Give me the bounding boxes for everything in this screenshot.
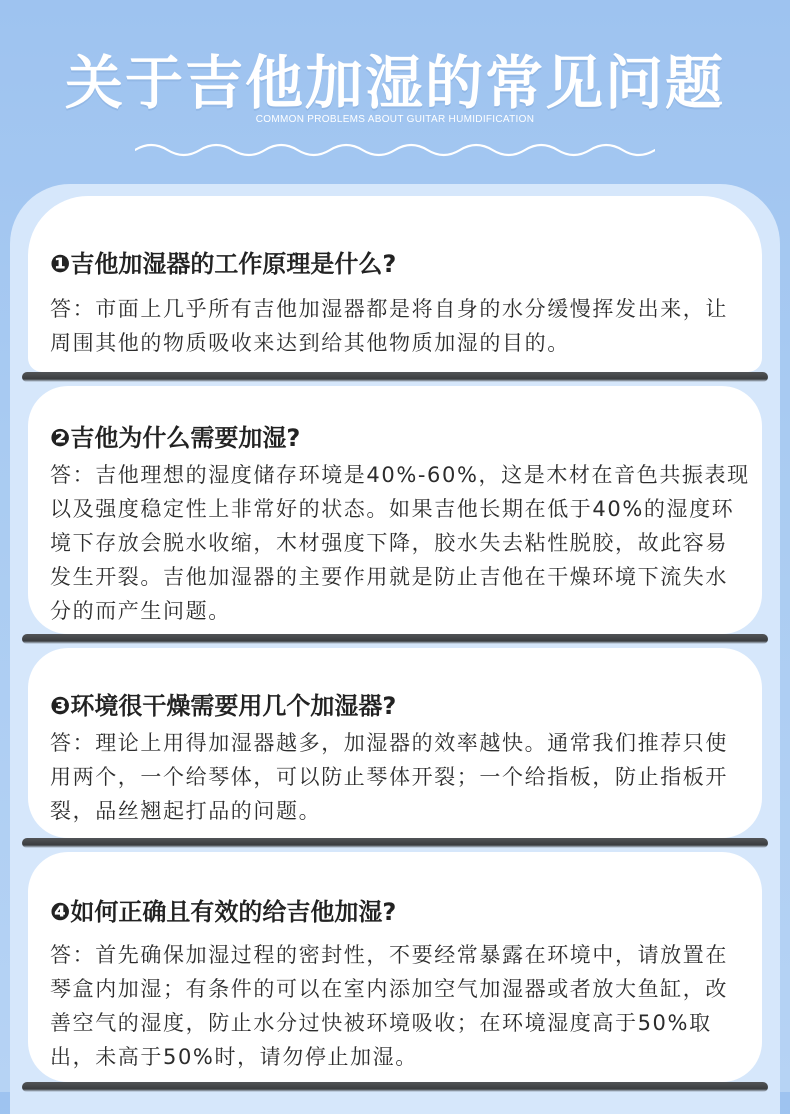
wave-decoration-icon xyxy=(135,138,655,162)
faq-answer-4: 答：首先确保加湿过程的密封性，不要经常暴露在环境中，请放置在琴盒内加湿；有条件的可以在室内添加空气加湿器或者放大鱼缸，改善空气的湿度，防止水分过快被环境吸收；在环境湿度高于50%取出，未高于50%时，请勿停止加湿。 xyxy=(50,943,728,1069)
card-divider-3 xyxy=(22,838,768,848)
faq-question-2: ❷吉他为什么需要加湿? xyxy=(50,424,301,452)
faq-answer-1: 答：市面上几乎所有吉他加湿器都是将自身的水分缓慢挥发出来，让周围其他的物质吸收来达到给其他物质加湿的目的。 xyxy=(50,297,728,355)
faq-question-3: ❸环境很干燥需要用几个加湿器? xyxy=(50,692,397,720)
page-subtitle: COMMON PROBLEMS ABOUT GUITAR HUMIDIFICATION xyxy=(255,114,535,125)
faq-card-4 xyxy=(28,852,762,1082)
faq-answer-3: 答：理论上用得加湿器越多，加湿器的效率越快。通常我们推荐只使用两个，一个给琴体，可以防止琴体开裂；一个给指板，防止指板开裂，品丝翘起打品的问题。 xyxy=(50,731,728,823)
faq-question-4: ❹如何正确且有效的给吉他加湿? xyxy=(50,898,397,926)
page-header xyxy=(0,0,790,190)
page-title: 关于吉他加湿的常见问题 xyxy=(64,49,725,117)
faq-card-3 xyxy=(28,648,762,838)
faq-card-1 xyxy=(28,196,762,372)
faq-card-2 xyxy=(28,386,762,634)
faq-answer-2: 答：吉他理想的湿度储存环境是40%-60%，这是木材在音色共振表现以及强度稳定性上非常好的状态。如果吉他长期在低于40%的湿度环境下存放会脱水收缩，木材强度下降，胶水失去粘性脱胶，故此容易发生开裂。吉他加湿器的主要作用就是防止吉他在干燥环境下流失水分的而产生问题。 xyxy=(50,463,750,623)
faq-question-1: ❶吉他加湿器的工作原理是什么? xyxy=(50,250,397,278)
card-divider-4 xyxy=(22,1082,768,1092)
card-divider-1 xyxy=(22,372,768,382)
card-divider-2 xyxy=(22,634,768,644)
faq-panel xyxy=(0,196,790,1096)
